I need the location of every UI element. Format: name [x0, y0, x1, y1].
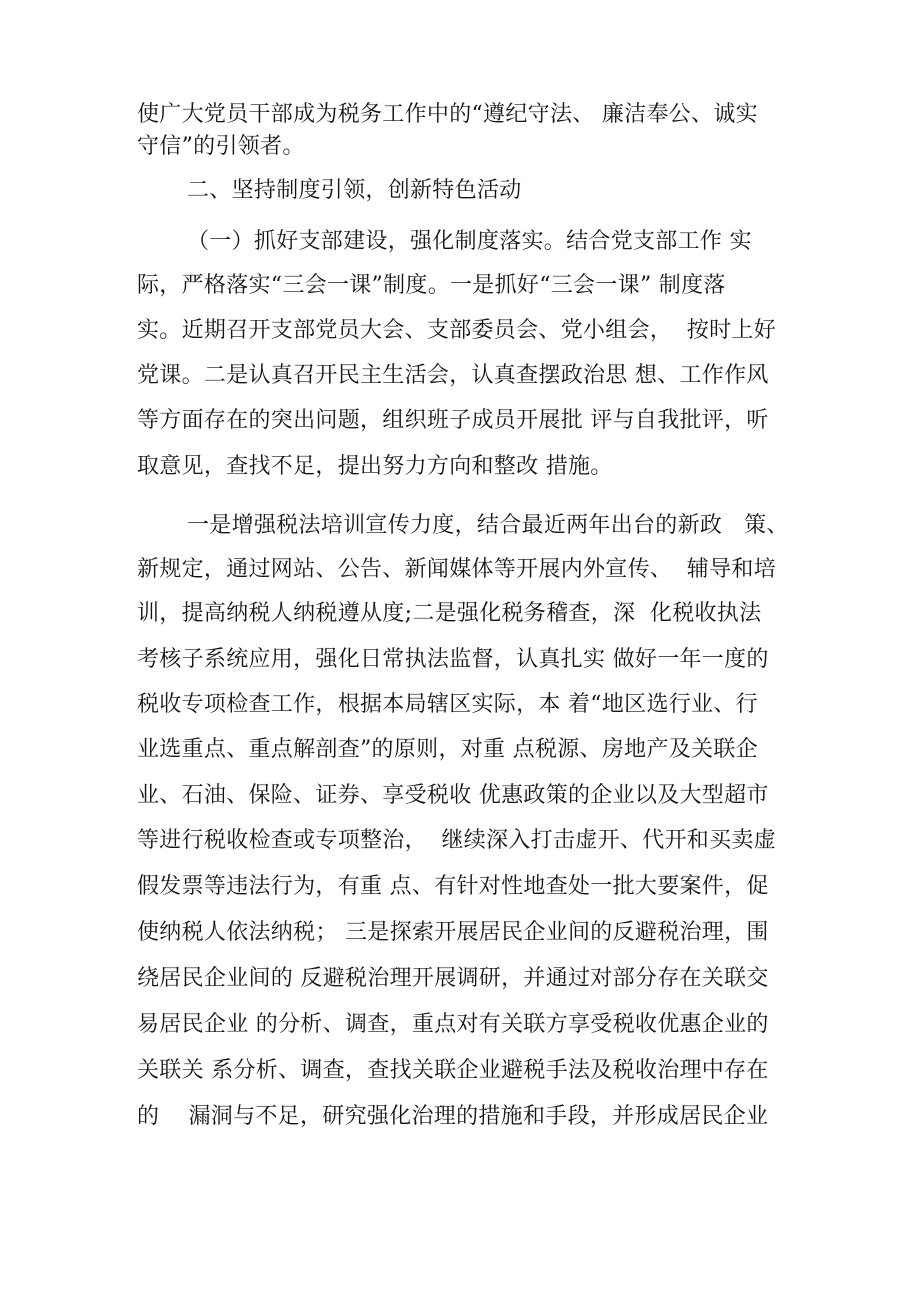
text-line: 假发票等违法行为，有重 点、有针对性地查处一批大要案件，促	[137, 874, 769, 899]
text-line: 使广大党员干部成为税务工作中的“遵纪守法、 廉洁奉公、诚实	[137, 102, 758, 127]
text-line: 关联关 系分析、调查，查找关联企业避税手法及税收治理中存在	[137, 1058, 769, 1083]
text-line: 实。近期召开支部党员大会、支部委员会、党小组会， 按时上好	[137, 318, 776, 343]
text-line: 绕居民企业间的 反避税治理开展调研，并通过对部分存在关联交	[137, 966, 769, 991]
section-heading: 二、坚持制度引领，创新特色活动	[187, 178, 522, 203]
text-line: 使纳税人依法纳税； 三是探索开展居民企业间的反避税治理，围	[137, 920, 769, 945]
text-line: 业选重点、重点解剖查”的原则，对重 点税源、房地产及关联企	[137, 737, 758, 762]
text-line: 一是增强税法培训宣传力度，结合最近两年出台的新政 策、	[187, 513, 789, 538]
text-line: 守信”的引领者。	[137, 134, 305, 159]
text-line: 易居民企业 的分析、调查，重点对有关联方享受税收优惠企业的	[137, 1012, 769, 1037]
text-line: 等方面存在的突出问题，组织班子成员开展批 评与自我批评，听	[137, 408, 769, 433]
text-line: 业、石油、保险、证券、享受税收 优惠政策的企业以及大型超市	[137, 783, 769, 808]
text-line: 际，严格落实“三会一课”制度。一是抓好“三会一课” 制度落	[137, 273, 726, 298]
subsection-heading: （一）抓好支部建设，强化制度落实。结合党支部工作 实	[187, 229, 752, 254]
text-line: 党课。二是认真召开民主生活会，认真查摆政治思 想、工作作风	[137, 363, 769, 388]
text-line: 等进行税收检查或专项整治， 继续深入打击虚开、代开和买卖虚	[137, 828, 776, 853]
text-line: 取意见，查找不足，提出努力方向和整改 措施。	[137, 454, 613, 479]
text-line: 考核子系统应用，强化日常执法监督，认真扎实 做好一年一度的	[137, 647, 769, 672]
text-line: 新规定，通过网站、公告、新闻媒体等开展内外宣传、 辅导和培	[137, 557, 776, 582]
text-line: 训，提高纳税人纳税遵从度;二是强化税务稽查，深 化税收执法	[137, 601, 762, 626]
text-line: 的 漏洞与不足，研究强化治理的措施和手段，并形成居民企业	[137, 1104, 769, 1129]
text-line: 税收专项检查工作，根据本局辖区实际，本 着“地区选行业、行	[137, 692, 758, 717]
